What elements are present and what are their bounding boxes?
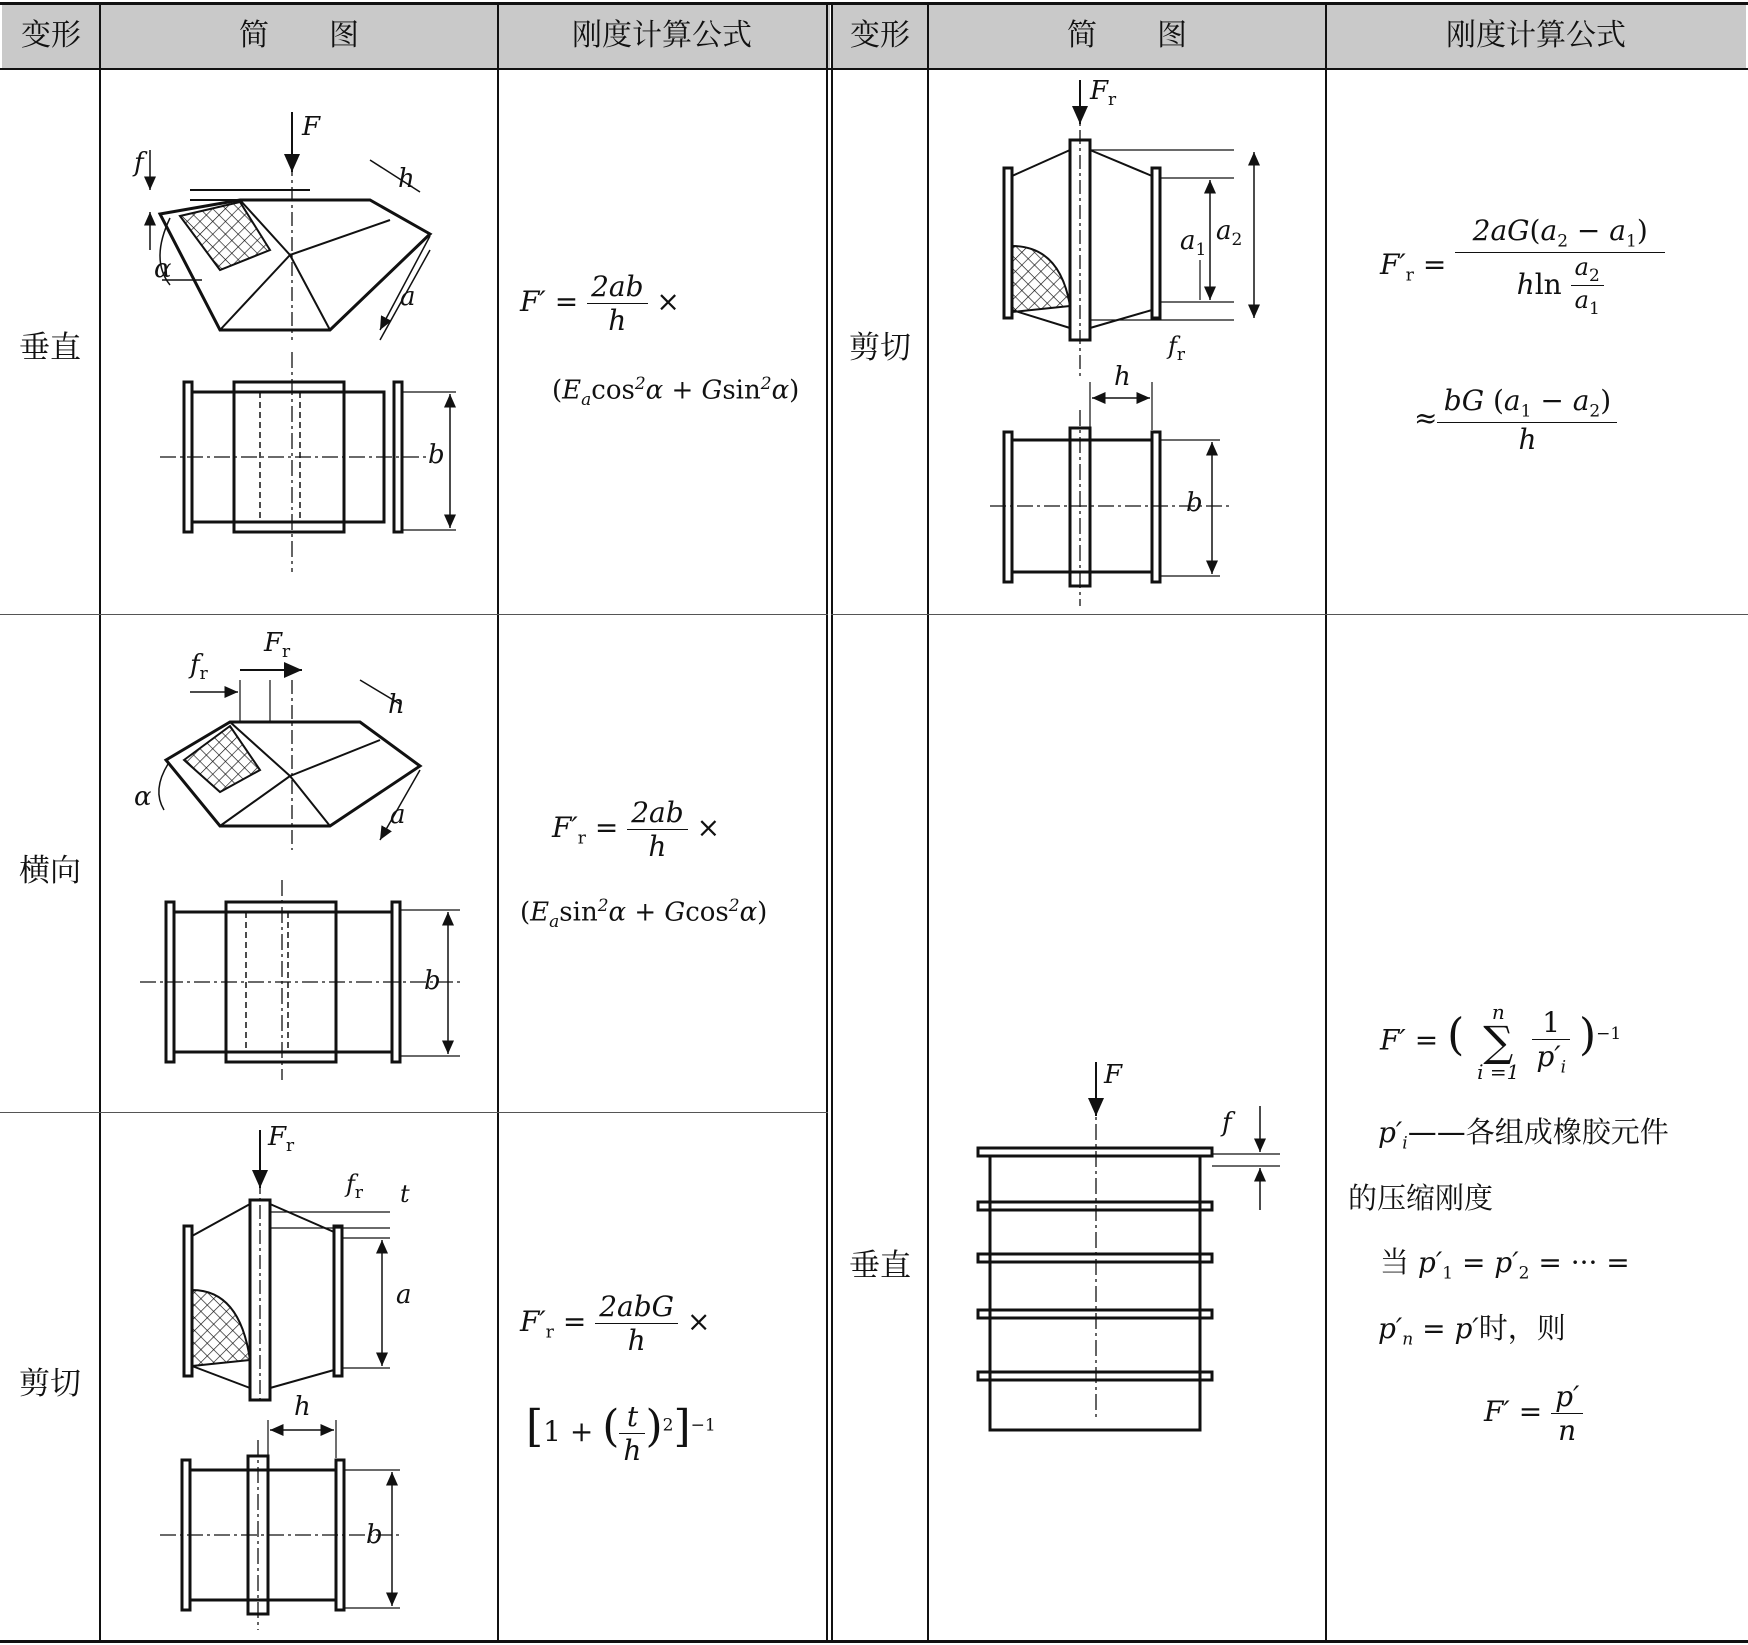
formula-left-lateral-line1: $F'_r$ = $\frac{2ab}{h}$ × [552, 796, 721, 863]
label-b-row2: b [424, 966, 441, 996]
note-line2: 的压缩刚度 [1348, 1181, 1494, 1215]
label-fr-shear-right: $f_r$ [1168, 332, 1186, 365]
label-h-top: h [398, 164, 415, 194]
label-a-top: a [400, 282, 416, 312]
row-label-right-vertical: 垂直 [849, 1248, 911, 1284]
label-a-lateral: a [390, 800, 406, 830]
label-f-stack: f [1222, 1108, 1232, 1138]
header-formula-left: 刚度计算公式 [572, 18, 752, 53]
formula-left-vertical-line1: F′ = $\frac{2ab}{h}$ × [520, 270, 680, 337]
formula-right-vertical-sum: F′ = ( n ∑ i =1 $\frac{1}{p'_i}$ )$^{-1}$ [1380, 1000, 1622, 1084]
row-label-left-shear: 剪切 [19, 1366, 81, 1402]
row-divider-right-1 [831, 614, 1748, 615]
col-divider-2 [497, 4, 499, 1642]
label-F-stack: F [1104, 1060, 1123, 1090]
label-h-shear-left: h [294, 1392, 311, 1422]
table-top-border [0, 2, 1748, 5]
label-alpha-lateral: α [134, 782, 152, 812]
formula-left-shear-line1: $F'_r$ = $\frac{\text{2abG}}{h}$ × [520, 1290, 711, 1357]
label-a2-right: $a_2$ [1216, 216, 1243, 251]
row-divider-left-2 [0, 1112, 828, 1113]
diagram-left-lateral-front [130, 880, 470, 1080]
diagram-left-vertical-top [130, 100, 470, 340]
label-fr-lateral: $f_r$ [190, 650, 208, 685]
label-Fr-shear-right: $F_r$ [1090, 76, 1117, 111]
row-label-right-shear: 剪切 [849, 330, 911, 366]
label-t-shear-left: t [400, 1180, 410, 1208]
note-line1: $p'_i——$各组成橡胶元件 [1378, 1115, 1669, 1154]
note-line3: 当 $p'_1 = p'_2$ = ··· = [1380, 1245, 1630, 1284]
label-a1-right: $a_1$ [1180, 226, 1207, 261]
formula-right-shear-line1: $F'_r$ = $2aG(a_2 - a_1)$ hln $\frac{a_2}{a_1}$ [1380, 214, 1665, 319]
formula-left-vertical-line2: $(E_a\cos^2\alpha + Gsin^2\alpha)$ [552, 374, 800, 410]
table-bottom-border [0, 1640, 1748, 1643]
label-alpha-top: α [154, 254, 172, 284]
header-deformation-left: 变形 [21, 18, 81, 53]
center-double-rule-a [826, 4, 828, 1642]
note-line4: $p'_n = p'$时，则 [1378, 1311, 1566, 1350]
label-b-row1: b [428, 440, 445, 470]
formula-right-shear-line2: ≈ $\frac{bG (a_1 - a_2)}{h}$ [1414, 384, 1617, 456]
center-double-rule-b [831, 4, 833, 1642]
row-label-left-lateral: 横向 [19, 853, 81, 889]
diagram-right-shear-front [990, 370, 1250, 610]
col-divider-4 [927, 4, 929, 1642]
label-b-shear-left: b [366, 1520, 383, 1550]
label-h-shear-right: h [1114, 362, 1131, 392]
formula-left-lateral-line2: $(E_a\sin^2\alpha + Gcos^2\alpha)$ [520, 896, 768, 932]
col-divider-5 [1325, 4, 1327, 1642]
header-deformation-right: 变形 [850, 18, 910, 53]
row-divider-left-1 [0, 614, 828, 615]
header-formula-right: 刚度计算公式 [1446, 18, 1626, 53]
header-bottom-rule [0, 68, 1748, 70]
formula-right-vertical-result: F′ = $\frac{p'}{n}$ [1484, 1380, 1583, 1447]
header-diagram-right: 简 图 [1067, 18, 1187, 53]
header-diagram-left: 简 图 [239, 18, 359, 53]
label-F-top: F [302, 112, 321, 142]
label-Fr-shear-left: $F_r$ [268, 1122, 295, 1157]
label-b-shear-right: b [1186, 488, 1203, 518]
diagram-right-vertical-stack [970, 1050, 1290, 1430]
label-h-lateral: h [388, 690, 405, 720]
label-Fr-lateral: $F_r$ [264, 628, 291, 663]
diagram-right-shear-top [990, 80, 1290, 340]
diagram-left-shear-front [150, 1400, 430, 1630]
diagram-left-lateral-top [130, 640, 470, 860]
diagram-left-shear-top [150, 1120, 450, 1400]
label-a-shear-left: a [396, 1280, 412, 1310]
formula-left-shear-line2: [1 + ( $\frac{t}{h}$ )$^2$]$^{-1}$ [526, 1400, 716, 1467]
row-label-left-vertical: 垂直 [19, 330, 81, 366]
label-f-top: f [134, 148, 144, 178]
label-fr-shear-left: $f_r$ [346, 1170, 364, 1203]
